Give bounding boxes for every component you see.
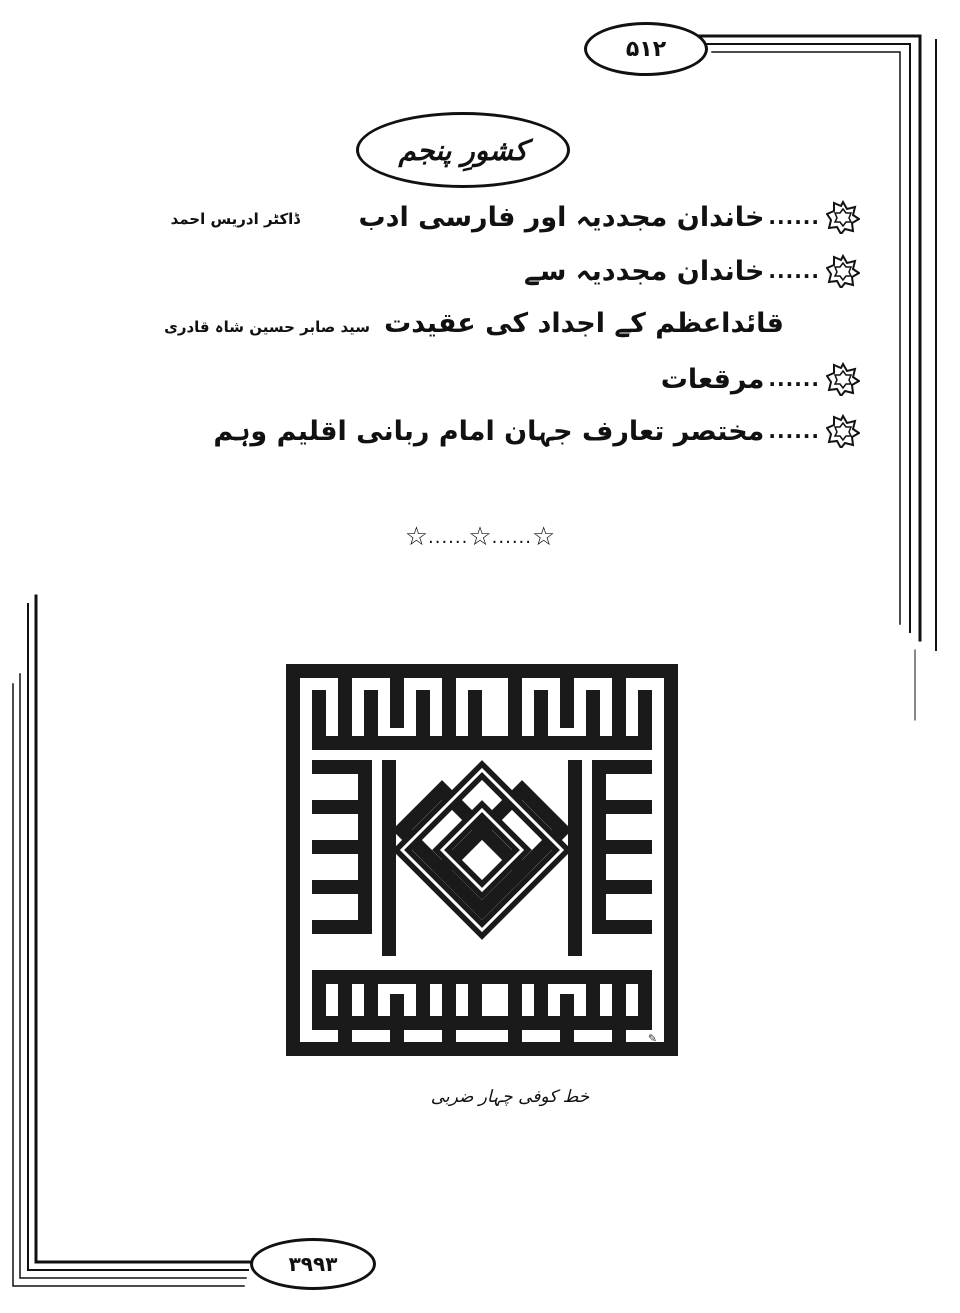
page-number-top — [584, 22, 708, 76]
entry-title: مرقعات — [660, 363, 765, 395]
kufic-calligraphy-artwork — [282, 660, 682, 1060]
star-bullet-icon — [826, 254, 860, 288]
entry-author: ڈاکٹر ادریس احمد — [170, 210, 300, 228]
star-icon: ☆ — [468, 522, 492, 552]
star-icon: ☆ — [404, 522, 428, 552]
entry-title: خاندان مجددیہ سے — [524, 255, 765, 287]
separator-dots: ...... — [428, 526, 469, 548]
calligraphy-caption: خط کوفی چہار ضربی — [430, 1087, 590, 1107]
toc-entry-4 — [213, 414, 860, 448]
toc-entry-2-line-2 — [384, 308, 784, 339]
entry-dots: ...... — [768, 367, 820, 391]
toc-entry-2 — [524, 254, 860, 288]
toc-entry-3 — [661, 362, 860, 396]
entry-author: سید صابر حسین شاہ قادری — [164, 318, 370, 336]
page-number-bottom — [250, 1238, 376, 1290]
entry-dots: ...... — [768, 259, 820, 283]
entry-title: مختصر تعارف جہان امام ربانی اقلیم وہم — [213, 415, 765, 447]
entry-title-continued: قائداعظم کے اجداد کی عقیدت — [384, 308, 784, 339]
page-number-top-text: ۵۱۲ — [625, 36, 667, 62]
separator-dots: ...... — [491, 526, 532, 548]
page-number-bottom-text: ۳۹۹۳ — [288, 1252, 338, 1276]
entry-title: خاندان مجددیہ اور فارسی ادب — [358, 201, 765, 233]
section-title: کشورِ پنجم — [398, 133, 528, 167]
toc-entry-1 — [359, 200, 860, 234]
star-bullet-icon — [826, 414, 860, 448]
star-icon: ☆ — [532, 522, 556, 552]
star-bullet-icon — [826, 200, 860, 234]
section-title-oval — [356, 112, 570, 188]
star-bullet-icon — [826, 362, 860, 396]
calligrapher-signature: ✎ — [646, 1032, 659, 1045]
entry-dots: ...... — [768, 205, 820, 229]
star-separator — [380, 520, 580, 554]
entry-dots: ...... — [768, 419, 820, 443]
